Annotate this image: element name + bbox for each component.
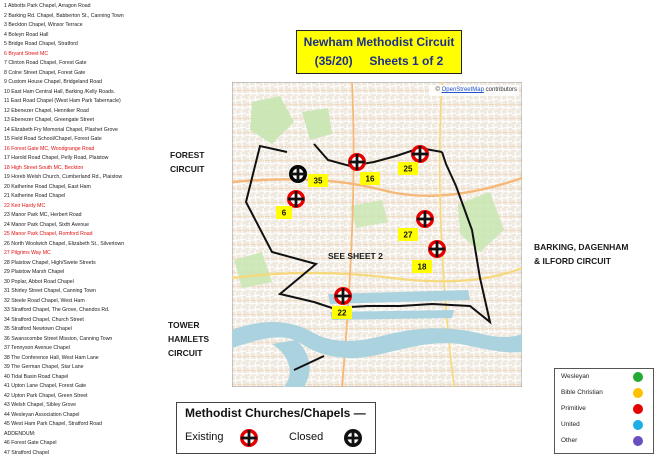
chapel-list-item: 34 Stratford Chapel, Church Street — [4, 316, 84, 323]
circuit-map — [232, 82, 522, 387]
copyright-symbol: © — [435, 87, 440, 93]
forest-circuit-line-1: FOREST — [170, 150, 205, 160]
marker-label: 18 — [417, 262, 427, 272]
marker-label: 16 — [365, 174, 375, 184]
marker-label: 22 — [337, 308, 347, 318]
key-title: Methodist Churches/Chapels — — [185, 406, 366, 420]
legend-row — [555, 433, 653, 449]
chapel-list-item: 16 Forest Gate MC, Woodgrange Road — [4, 145, 95, 152]
chapel-list-item: 37 Tennyson Avenue Chapel — [4, 345, 70, 351]
chapel-list-item: 15 Field Road School/Chapel, Forest Gate — [4, 136, 102, 142]
marker-label: 6 — [281, 208, 287, 218]
barking-circuit-line-2: & ILFORD CIRCUIT — [534, 256, 611, 266]
chapel-list-item: 18 High Street South MC, Beckton — [4, 164, 84, 171]
legend-color-dot — [633, 436, 643, 446]
chapel-key — [176, 402, 376, 454]
legend-label: Other — [561, 437, 578, 444]
existing-chapel-icon — [334, 287, 352, 305]
chapel-list-item: 30 Poplar, Abbot Road Chapel — [4, 278, 74, 285]
legend-label: Bible Christian — [561, 389, 603, 396]
chapel-list-item: 4 Boleyn Road Hall — [4, 31, 49, 38]
legend-label: Wesleyan — [561, 373, 590, 380]
forest-circuit-label — [170, 148, 204, 176]
chapel-list-item: 17 Harold Road Chapel, Pelly Road, Plaistow — [4, 155, 109, 161]
chapel-list-item: 5 Bridge Road Chapel, Stratford — [4, 41, 78, 47]
title-line-1: Newham Methodist Circuit — [303, 35, 455, 49]
existing-chapel-icon — [287, 190, 305, 208]
chapel-list-item: 25 Manor Park Chapel, Romford Road — [4, 231, 93, 237]
legend-row — [555, 417, 653, 433]
chapel-list-item: 7 Clinton Road Chapel, Forest Gate — [4, 60, 87, 66]
chapel-list-item: 38 The Conference Hall, West Ham Lane — [4, 354, 99, 361]
chapel-list-item: 41 Upton Lane Chapel, Forest Gate — [4, 383, 87, 389]
chapel-list-item: 32 Steele Road Chapel, West Ham — [4, 297, 85, 304]
chapel-list-item: 47 Stratford Chapel — [4, 449, 49, 456]
chapel-list-item: 45 West Ham Park Chapel, Stratford Road — [4, 421, 102, 427]
chapel-list-item: 20 Katherine Road Chapel, East Ham — [4, 183, 91, 190]
legend-label: United — [561, 421, 580, 428]
chapel-list-item: 31 Shirley Street Chapel, Canning Town — [4, 288, 96, 294]
marker-label: 27 — [403, 230, 413, 240]
tower-hamlets-circuit-label — [168, 318, 209, 360]
legend-color-dot — [633, 372, 643, 382]
chapel-list-item: 26 North Woolwich Chapel, Elizabeth St., Silvertown — [4, 240, 125, 247]
chapel-list-item: 33 Stratford Chapel, The Grove, Chandos Rd. — [4, 307, 110, 313]
chapel-list-item: 24 Manor Park Chapel, Sixth Avenue — [4, 221, 89, 228]
chapel-list-item: 3 Beckton Chapel, Winsor Terrace — [4, 22, 83, 28]
chapel-list-item: 10 East Ham Central Hall, Barking /Kelly Roads. — [4, 88, 116, 95]
tower-circuit-line-2: HAMLETS — [168, 334, 210, 344]
marker-label: 25 — [403, 164, 413, 174]
chapel-list-item: 43 Welsh Chapel, Sibley Grove — [4, 402, 76, 408]
attribution-suffix: contributors — [485, 87, 517, 93]
key-closed-label: Closed — [289, 431, 324, 443]
legend-row — [555, 369, 653, 385]
marker-label: 35 — [313, 176, 323, 186]
tower-circuit-line-3: CIRCUIT — [168, 348, 203, 358]
chapel-list-item: 8 Colne Street Chapel, Forest Gate — [4, 69, 86, 76]
chapel-list-item: 19 Horeb Welsh Church, Cumberland Rd., Plaistow — [4, 174, 123, 180]
chapel-list-item: 28 Plaistow Chapel, High/Swete Streets — [4, 259, 96, 266]
chapel-list-item: 21 Katherine Road Chapel — [4, 193, 66, 199]
legend-color-dot — [633, 420, 643, 430]
chapel-list-item: 39 The German Chapel, Star Lane — [4, 364, 84, 370]
closed-chapel-icon — [343, 428, 363, 448]
chapel-list — [4, 2, 154, 458]
chapel-list-item: 46 Forest Gate Chapel — [4, 440, 57, 446]
existing-chapel-icon — [416, 210, 434, 228]
chapel-list-item: 12 Ebenezer Chapel, Henniker Road — [4, 107, 89, 114]
chapel-list-item: 29 Plaistow Marsh Chapel — [4, 269, 65, 275]
chapel-list-item: 44 Wesleyan Association Chapel — [4, 411, 80, 418]
title-line-2: (35/20) Sheets 1 of 2 — [314, 54, 444, 68]
map-title — [296, 30, 462, 74]
legend-color-dot — [633, 388, 643, 398]
closed-chapel-icon — [289, 165, 307, 183]
chapel-list-item: 14 Elizabeth Fry Memorial Chapel, Plashet Grove — [4, 126, 118, 133]
legend-row — [555, 385, 653, 401]
map-attribution — [429, 85, 519, 96]
chapel-list-item: ADDENDUM: — [4, 430, 36, 437]
legend-row — [555, 401, 653, 417]
key-existing-label: Existing — [185, 431, 224, 443]
chapel-list-item: 2 Barking Rd. Chapel, Babberton St., Canning Town — [4, 12, 124, 19]
chapel-list-item: 1 Abbotts Park Chapel, Arragon Road — [4, 3, 91, 9]
chapel-list-item: 9 Custom House Chapel, Bridgeland Road — [4, 79, 103, 85]
chapel-list-item: 11 East Road Chapel (West Ham Park Tabernacle) — [4, 98, 121, 104]
chapel-list-item: 13 Ebenezer Chapel, Greengate Street — [4, 117, 94, 123]
existing-chapel-icon — [239, 428, 259, 448]
existing-chapel-icon — [348, 153, 366, 171]
chapel-list-item: 6 Bryant Street MC — [4, 50, 49, 57]
chapel-list-item: 40 Tidal Basin Road Chapel — [4, 373, 69, 380]
existing-chapel-icon — [411, 145, 429, 163]
chapel-list-item: 36 Swanscombe Street Mission, Canning Town — [4, 335, 113, 342]
chapel-list-item: 23 Manor Park MC, Herbert Road — [4, 212, 82, 218]
chapel-list-item: 35 Stratford Newtown Chapel — [4, 326, 72, 332]
chapel-list-item: 42 Upton Park Chapel, Green Street — [4, 392, 88, 399]
chapel-list-item: 22 Keir Hardy MC — [4, 202, 46, 209]
openstreetmap-link[interactable]: OpenStreetMap — [441, 87, 484, 93]
barking-circuit-label — [534, 240, 628, 268]
tower-circuit-line-1: TOWER — [168, 320, 200, 330]
forest-circuit-line-2: CIRCUIT — [170, 164, 205, 174]
legend-label: Primitive — [561, 405, 586, 412]
legend-color-dot — [633, 404, 643, 414]
chapel-list-item: 27 Pilgrims Way MC — [4, 250, 51, 256]
existing-chapel-icon — [428, 240, 446, 258]
denomination-legend — [554, 368, 654, 454]
barking-circuit-line-1: BARKING, DAGENHAM — [534, 242, 629, 252]
sheet-2-label: SEE SHEET 2 — [328, 251, 383, 261]
